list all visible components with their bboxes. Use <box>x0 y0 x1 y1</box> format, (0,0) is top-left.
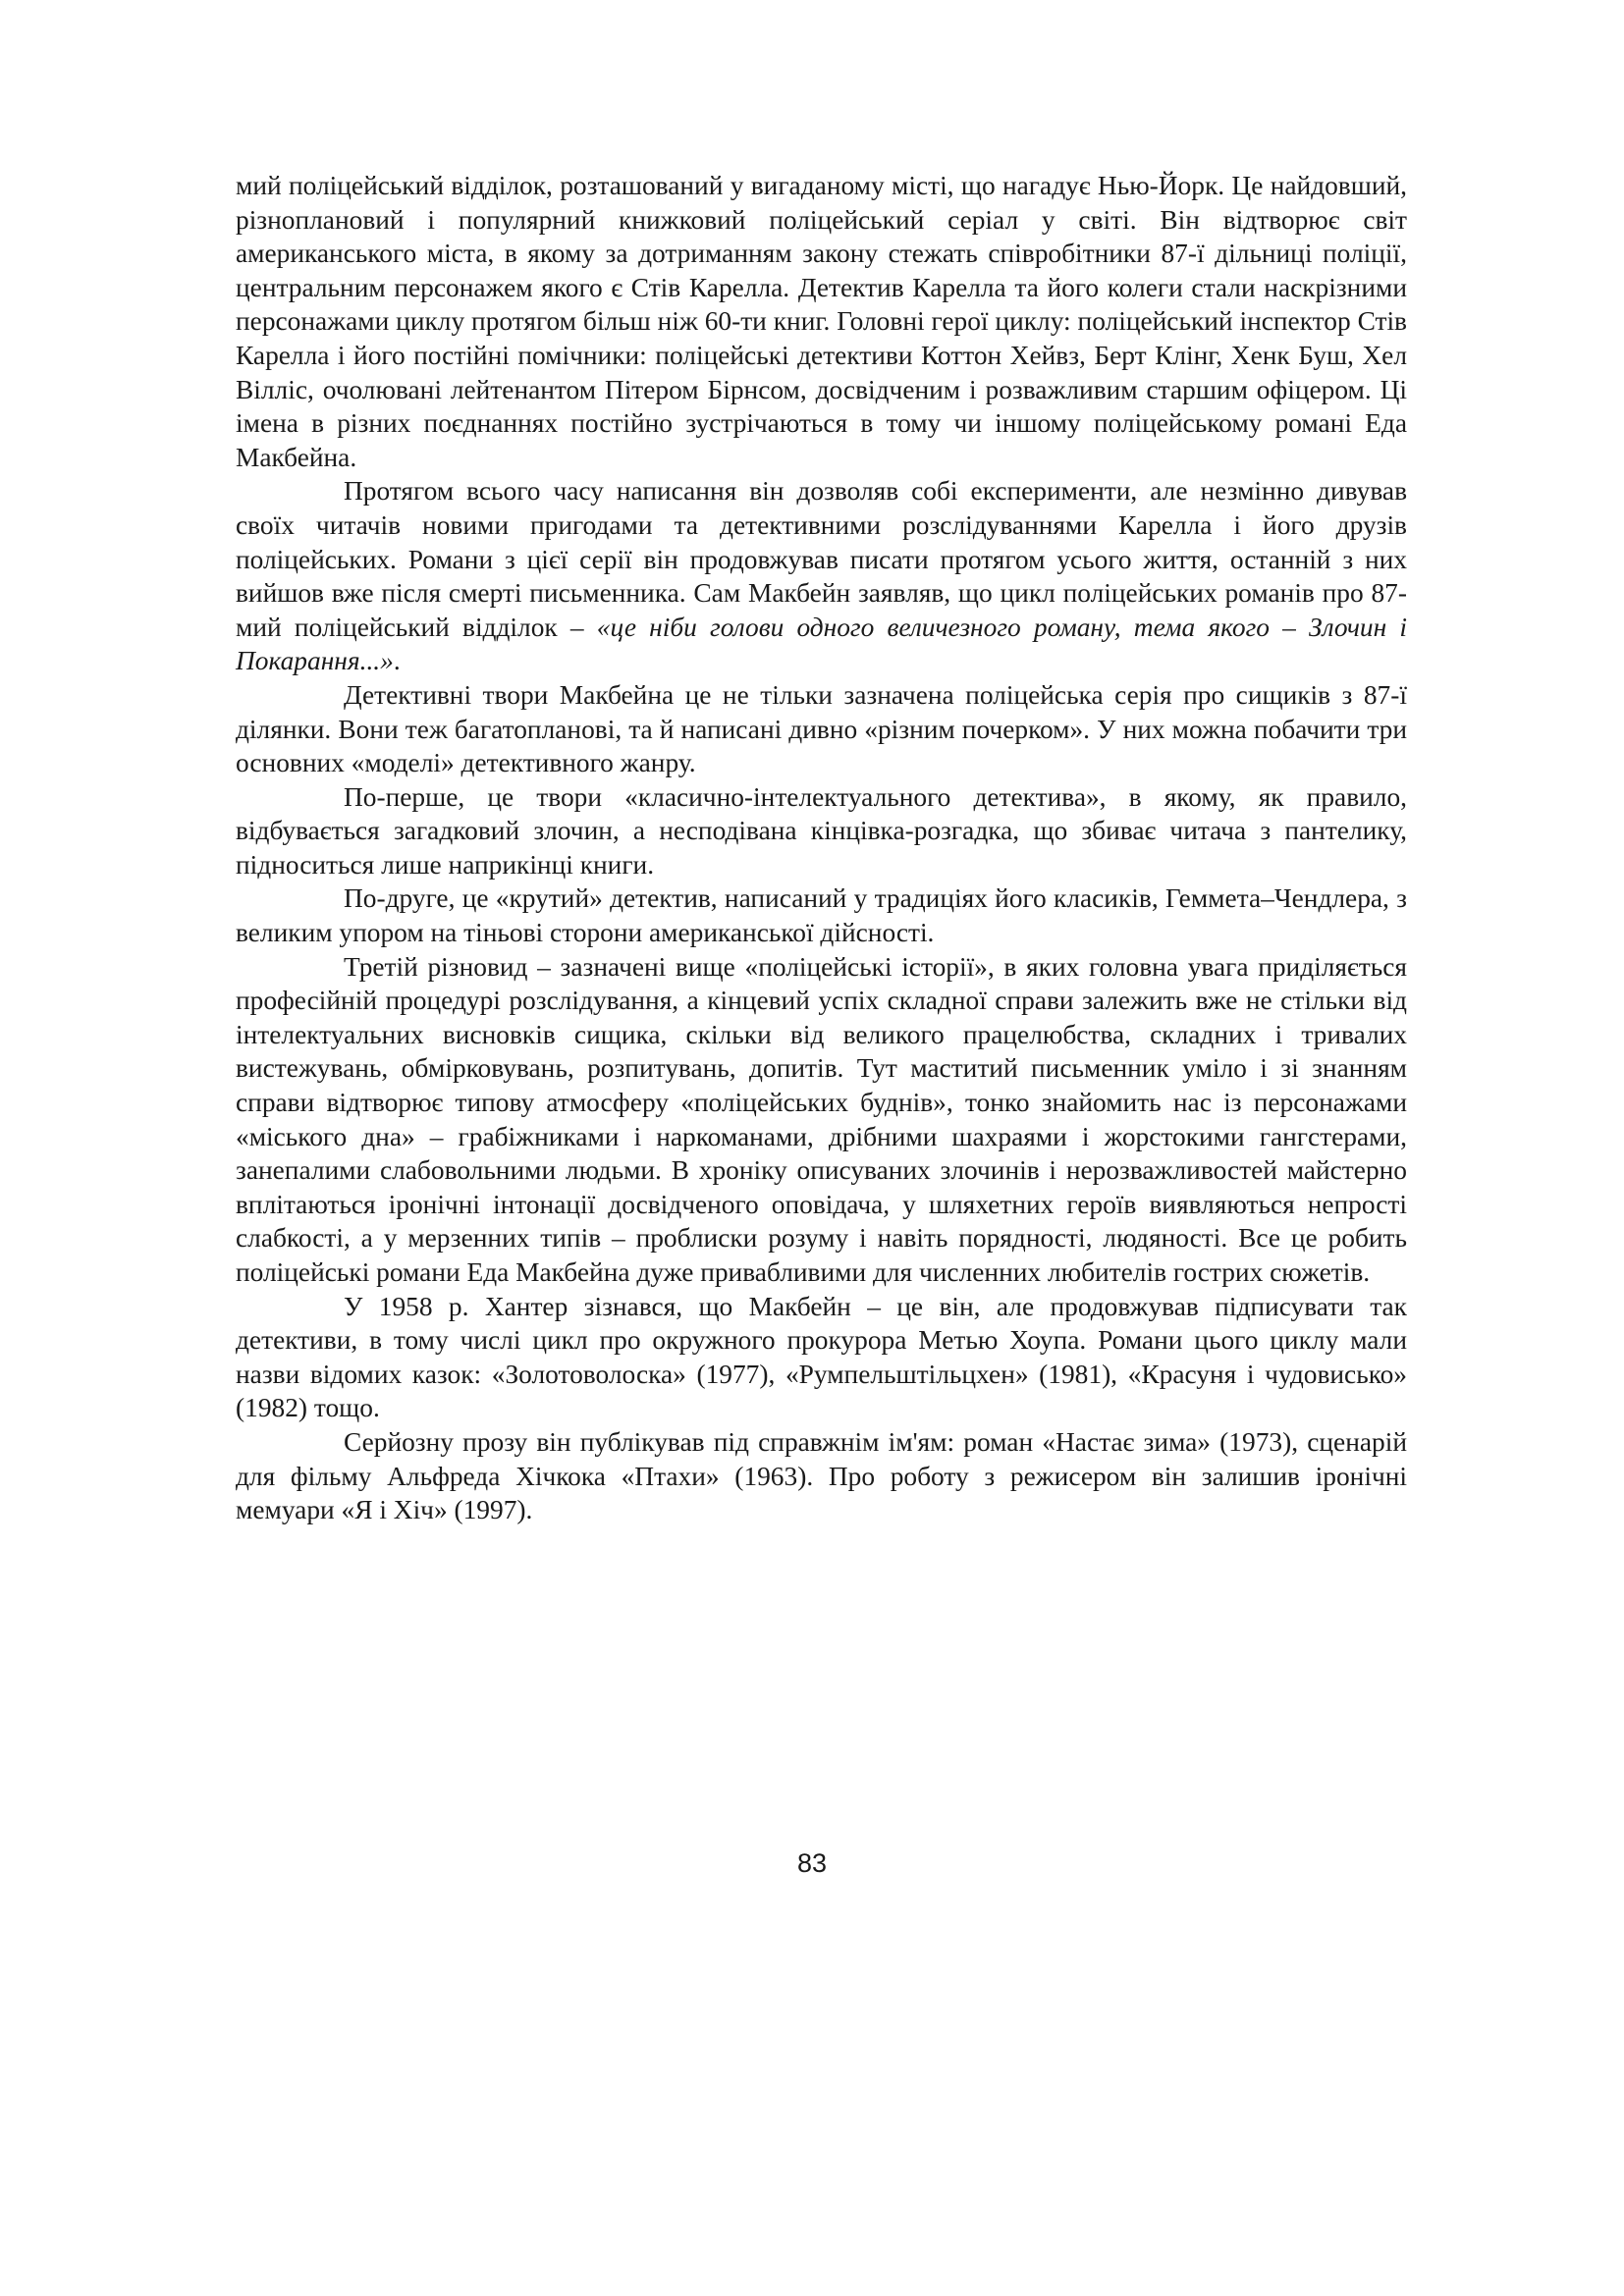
page-body <box>236 169 1407 1527</box>
paragraph-2-text: Протягом всього часу написання він дозволяв собі експерименти, але незмінно дивував своїх читачів новими пригодами та детективними розслідуваннями Карелла і його друзів поліцейських. Романи з цієї серії він продовжував писати протягом усього життя, останній з них вийшов вже після смерті письменника. Сам Макбейн заявляв, що цикл поліцейських романів про 87-мий поліцейський відділок – <box>236 476 1407 642</box>
paragraph-7: У 1958 р. Хантер зізнався, що Макбейн – це він, але продовжував підписувати так детективи, в тому числі цикл про окружного прокурора Метью Хоупа. Романи цього циклу мали назви відомих казок: «Золотоволоска» (1977), «Румпельштільцхен» (1981), «Красуня і чудовисько» (1982) тощо. <box>236 1291 1407 1423</box>
paragraph-3: Детективні твори Макбейна це не тільки зазначена поліцейська серія про сищиків з 87-ї ділянки. Вони теж багатопланові, та й написані дивно «різним почерком». У них можна побачити три основних «моделі» детективного жанру. <box>236 679 1407 778</box>
paragraph-2-quote: «це ніби голови одного величезного роману, тема якого – Злочин і Покарання...» <box>236 612 1407 676</box>
paragraph-6: Третій різновид – зазначені вище «поліцейські історії», в яких головна увага приділяється професійній процедурі розслідування, а кінцевий успіх складної справи залежить вже не стільки від інтелектуальних висновків сищика, скільки від великого працелюбства, складних і тривалих вистежувань, обмірковувань, розпитувань, допитів. Тут маститий письменник уміло і зі знанням справи відтворює типову атмосферу «поліцейських буднів», тонко знайомить нас із персонажами «міського дна» – грабіжниками і наркоманами, дрібними шахраями і жорстокими гангстерами, занепалими слабовольними людьми. В хроніку описуваних злочинів і нерозважливостей майстерно вплітаються іронічні інтонації досвідченого оповідача, у шляхетних героїв виявляються непрості слабкості, а у мерзенних типів – проблиски розуму і навіть порядності, людяності. Все це робить поліцейські романи Еда Макбейна дуже привабливими для численних любителів гострих сюжетів. <box>236 951 1407 1287</box>
paragraph-1: мий поліцейський відділок, розташований у вигаданому місті, що нагадує Нью-Йорк. Це найдовший, різноплановий і популярний книжковий поліцейський серіал у світі. Він відтворює світ американського міста, в якому за дотриманням закону стежать співробітники 87-ї дільниці поліції, центральним персонажем якого є Стів Карелла. Детектив Карелла та його колеги стали наскрізними персонажами циклу протягом більш ніж 60-ти книг. Головні герої циклу: поліцейський інспектор Стів Карелла і його постійні помічники: поліцейські детективи Коттон Хейвз, Берт Клінг, Хенк Буш, Хел Вілліс, очолювані лейтенантом Пітером Бірнсом, досвідченим і розважливим старшим офіцером. Ці імена в різних поєднаннях постійно зустрічаються в тому чи іншому поліцейському романі Еда Макбейна. <box>236 171 1407 472</box>
paragraph-2-end: . <box>393 646 401 676</box>
paragraph-4: По-перше, це твори «класично-інтелектуального детектива», в якому, як правило, відбувається загадковий злочин, а несподівана кінцівка-розгадка, що збиває читача з пантелику, підноситься лише наприкінці книги. <box>236 781 1407 880</box>
paragraph-5: По-друге, це «крутий» детектив, написаний у традиціях його класиків, Геммета–Чендлера, з великим упором на тіньові сторони американської дійсності. <box>236 883 1407 948</box>
paragraph-8: Серйозну прозу він публікував під справжнім ім'ям: роман «Настає зима» (1973), сценарій для фільму Альфреда Хічкока «Птахи» (1963). Про роботу з режисером він залишив іронічні мемуари «Я і Хіч» (1997). <box>236 1426 1407 1525</box>
page-number: 83 <box>796 1848 828 1878</box>
paragraph-2 <box>236 474 1407 678</box>
